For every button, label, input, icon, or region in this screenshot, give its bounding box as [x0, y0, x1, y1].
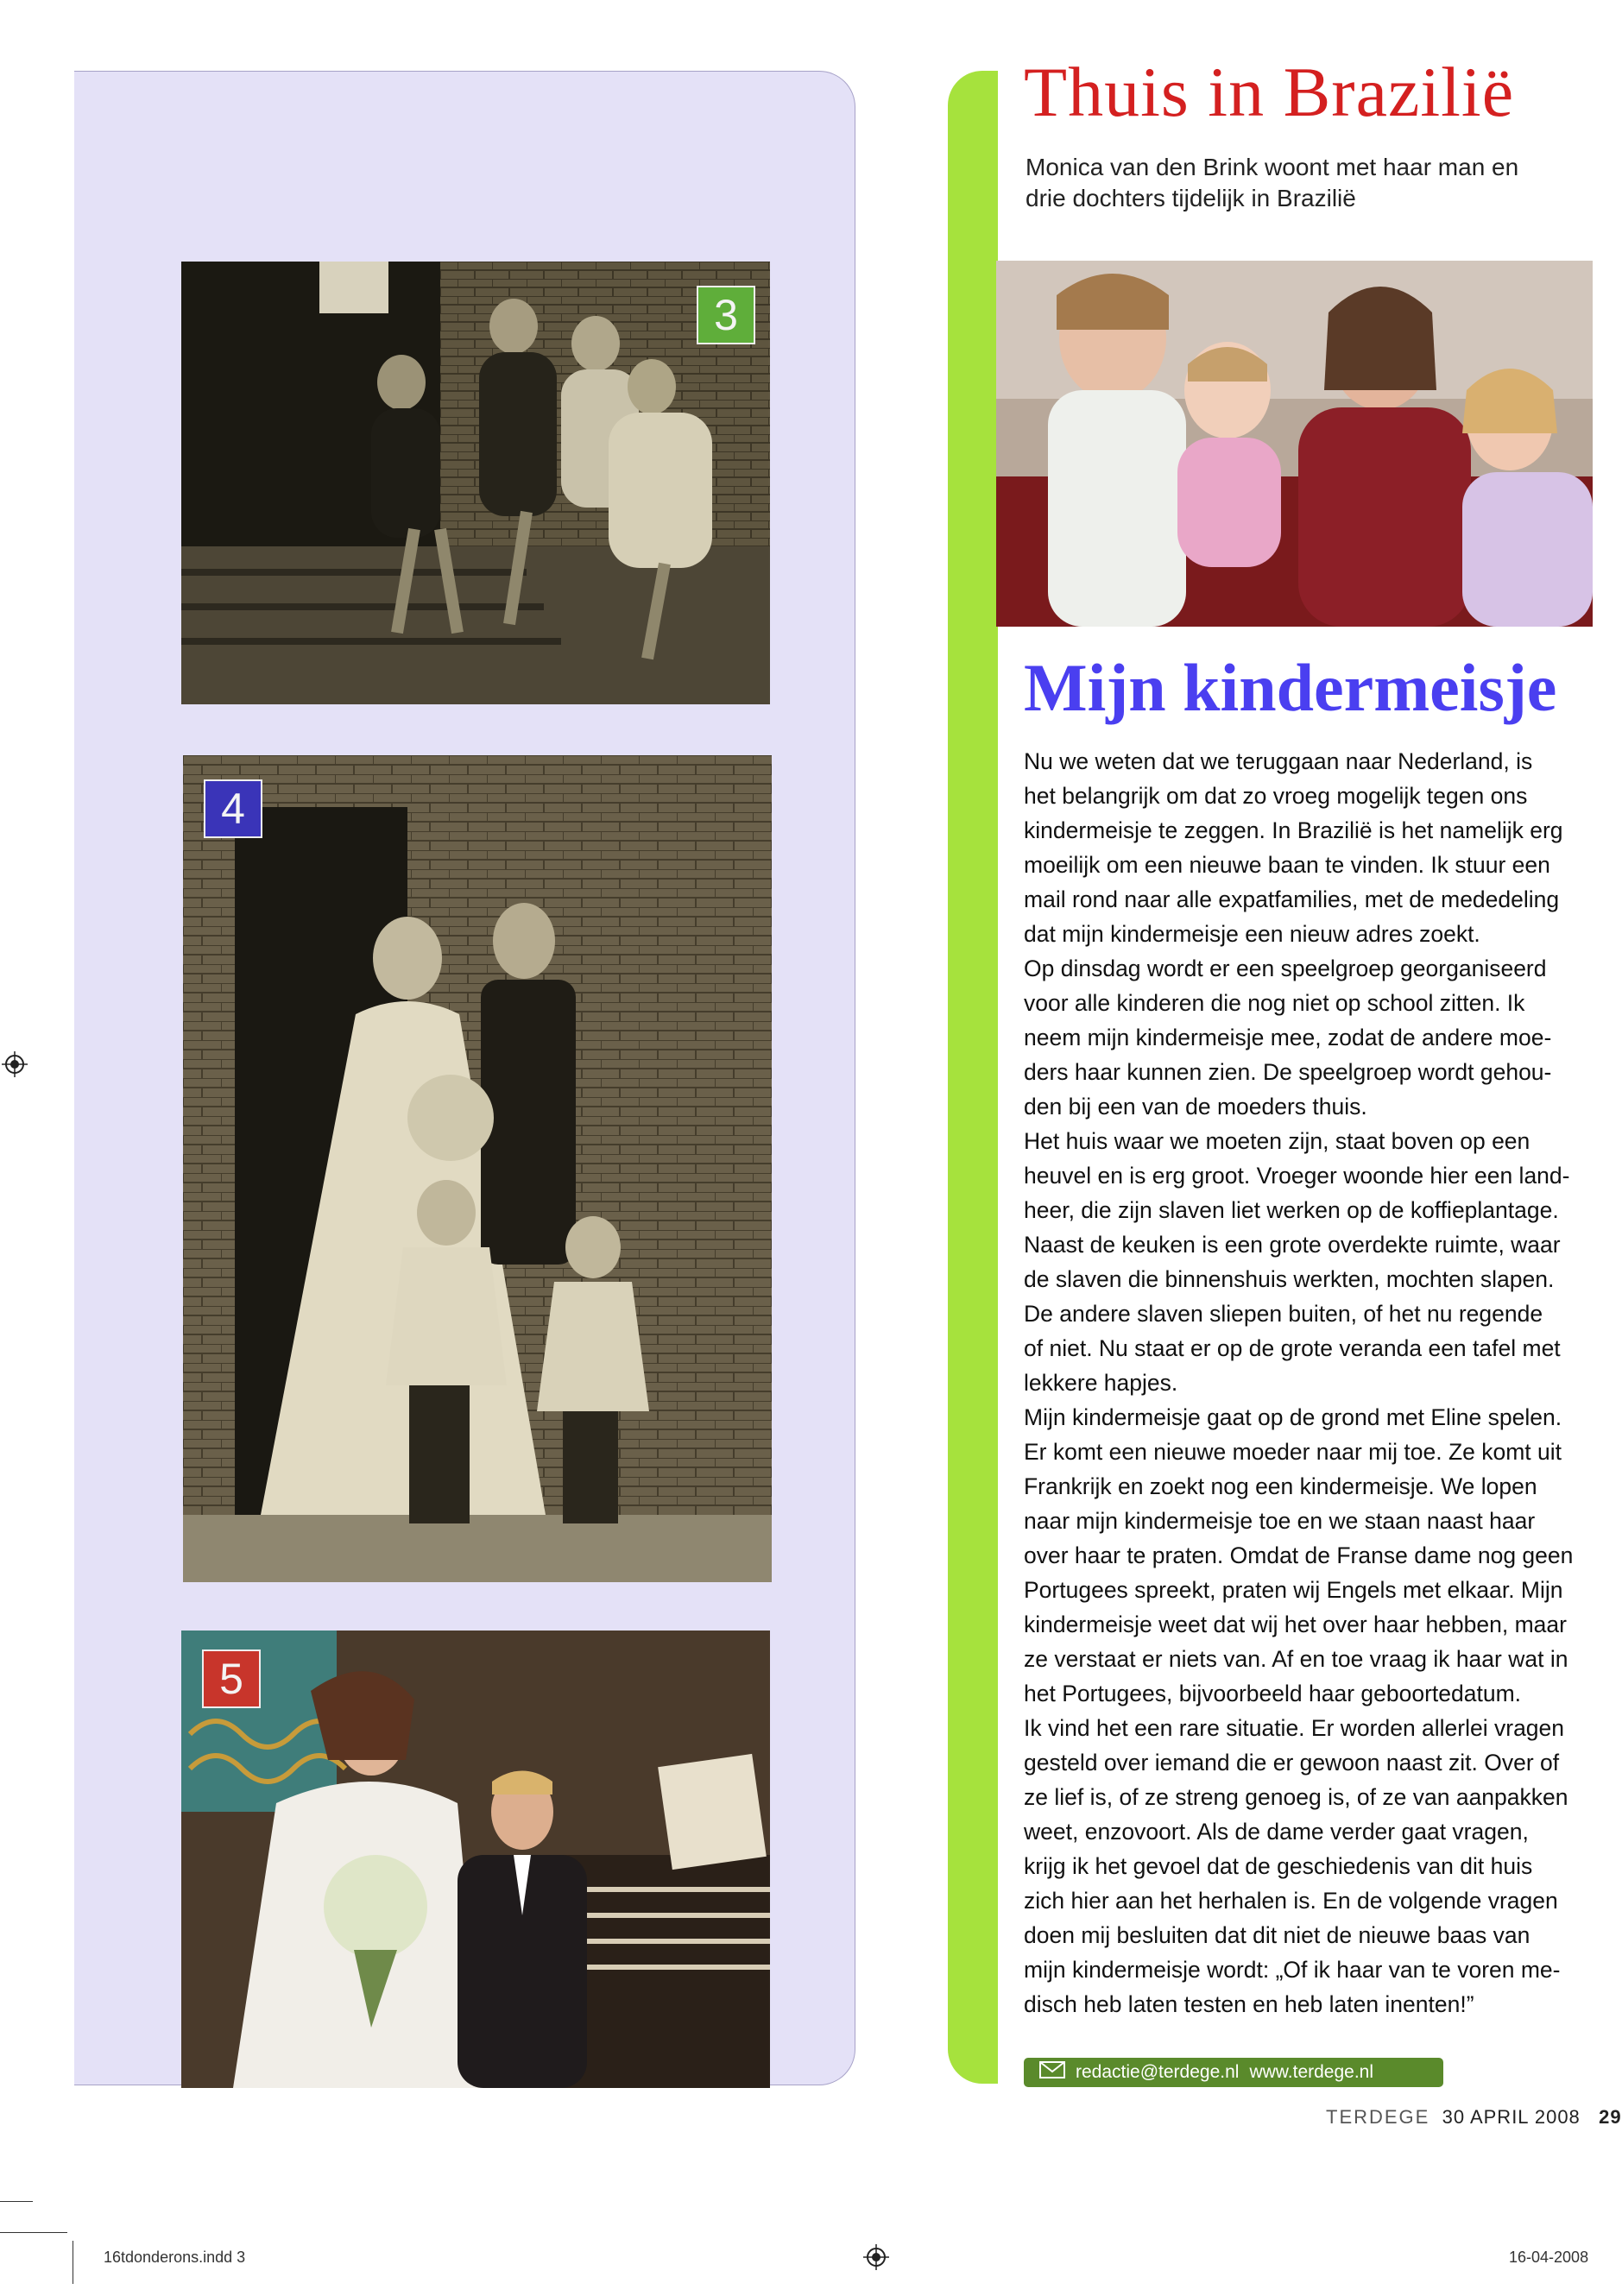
article-line: Er komt een nieuwe moeder naar mij toe. Ze komt uit [1024, 1439, 1562, 1465]
article-line: neem mijn kindermeisje mee, zodat de andere moe- [1024, 1025, 1552, 1050]
photo-number-badge: 3 [697, 286, 755, 344]
article-line: den bij een van de moeders thuis. [1024, 1094, 1367, 1120]
article-line: Nu we weten dat we teruggaan naar Nederland, is [1024, 748, 1533, 774]
article-line: disch heb laten testen en heb laten inenten!” [1024, 1991, 1474, 2017]
article-line: Portugees spreekt, praten wij Engels met elkaar. Mijn [1024, 1577, 1563, 1603]
article-line: Frankrijk en zoekt nog een kindermeisje. We lopen [1024, 1473, 1537, 1499]
contact-email-link[interactable]: redactie@terdege.nl [1076, 2062, 1240, 2082]
article-line: mijn kindermeisje wordt: „Of ik haar van te voren me- [1024, 1957, 1561, 1983]
article-line: het Portugees, bijvoorbeeld haar geboortedatum. [1024, 1681, 1522, 1706]
article-line: Op dinsdag wordt er een speelgroep georganiseerd [1024, 956, 1547, 981]
article-line: Het huis waar we moeten zijn, staat boven op een [1024, 1128, 1530, 1154]
article-line: heuvel en is erg groot. Vroeger woonde hier een land- [1024, 1163, 1570, 1189]
photo-5-image [181, 1631, 770, 2088]
contact-bar [1024, 2058, 1443, 2087]
article-line: over haar te praten. Omdat de Franse dame nog geen [1024, 1542, 1574, 1568]
column-subtitle: Monica van den Brink woont met haar man en drie dochters tijdelijk in Brazilië [1026, 154, 1519, 211]
article-line: De andere slaven sliepen buiten, of het nu regende [1024, 1301, 1543, 1327]
photo-4-image [183, 755, 772, 1582]
article-line: moeilijk om een nieuwe baan te vinden. Ik stuur een [1024, 852, 1550, 878]
article-line: kindermeisje weet dat wij het over haar hebben, maar [1024, 1612, 1567, 1637]
article-line: ze lief is, of ze streng genoeg is, of ze van aanpakken [1024, 1784, 1568, 1810]
article-line: mail rond naar alle expatfamilies, met de mededeling [1024, 886, 1560, 912]
photo-3-image [181, 262, 770, 704]
article-line: naar mijn kindermeisje toe en we staan naast haar [1024, 1508, 1536, 1534]
article-line: voor alle kinderen die nog niet op school zitten. Ik [1024, 990, 1525, 1016]
page-footer [1326, 2106, 1622, 2129]
print-slug-file: 16tdonderons.indd 3 [104, 2249, 246, 2266]
photo-group-of-women [181, 262, 770, 704]
family-photo-image [996, 261, 1593, 627]
article-line: dat mijn kindermeisje een nieuw adres zoekt. [1024, 921, 1480, 947]
article-body [1024, 744, 1593, 2022]
article-line: lekkere hapjes. [1024, 1370, 1178, 1396]
article-line: kindermeisje te zeggen. In Brazilië is het namelijk erg [1024, 817, 1563, 843]
article-line: zich hier aan het herhalen is. En de volgende vragen [1024, 1888, 1558, 1914]
article-line: doen mij besluiten dat dit niet de nieuwe baas van [1024, 1922, 1530, 1948]
envelope-icon [1039, 2061, 1065, 2084]
magazine-name: TERDEGE [1326, 2106, 1430, 2128]
article-heading: Mijn kindermeisje [1024, 650, 1557, 725]
article-line: Ik vind het een rare situatie. Er worden allerlei vragen [1024, 1715, 1565, 1741]
issue-date: 30 APRIL 2008 [1442, 2106, 1581, 2128]
article-line: Naast de keuken is een grote overdekte ruimte, waar [1024, 1232, 1561, 1258]
article-line: weet, enzovoort. Als de dame verder gaat vragen, [1024, 1819, 1529, 1845]
contact-website-link[interactable]: www.terdege.nl [1249, 2062, 1374, 2082]
photo-number-badge: 5 [202, 1649, 261, 1708]
crop-mark [0, 2201, 33, 2202]
page-number: 29 [1599, 2106, 1622, 2128]
column-title: Thuis in Brazilië [1024, 53, 1515, 131]
crop-mark [0, 2232, 67, 2233]
article-line: de slaven die binnenshuis werkten, mochten slapen. [1024, 1266, 1555, 1292]
photo-number-badge: 4 [204, 779, 262, 838]
article-line: gesteld over iemand die er gewoon naast zit. Over of [1024, 1750, 1560, 1776]
article-line: of niet. Nu staat er op de grote veranda een tafel met [1024, 1335, 1561, 1361]
article-line: krijg ik het gevoel dat de geschiedenis van dit huis [1024, 1853, 1533, 1879]
photo-family [996, 261, 1593, 627]
article-line: het belangrijk om dat zo vroeg mogelijk tegen ons [1024, 783, 1528, 809]
print-slug-date: 16-04-2008 [1509, 2249, 1589, 2266]
photo-wedding-1960s [183, 755, 772, 1582]
photo-wedding-organ [181, 1631, 770, 2088]
photo-panel [74, 71, 855, 2085]
article-line: ze verstaat er niets van. Af en toe vraag ik haar wat in [1024, 1646, 1568, 1672]
accent-bar [948, 71, 998, 2084]
article-line: heer, die zijn slaven liet werken op de koffieplantage. [1024, 1197, 1559, 1223]
article-line: Mijn kindermeisje gaat op de grond met Eline spelen. [1024, 1404, 1562, 1430]
registration-mark-icon [2, 1051, 28, 1082]
registration-mark-icon [863, 2244, 889, 2274]
article-line: ders haar kunnen zien. De speelgroep wordt gehou- [1024, 1059, 1552, 1085]
